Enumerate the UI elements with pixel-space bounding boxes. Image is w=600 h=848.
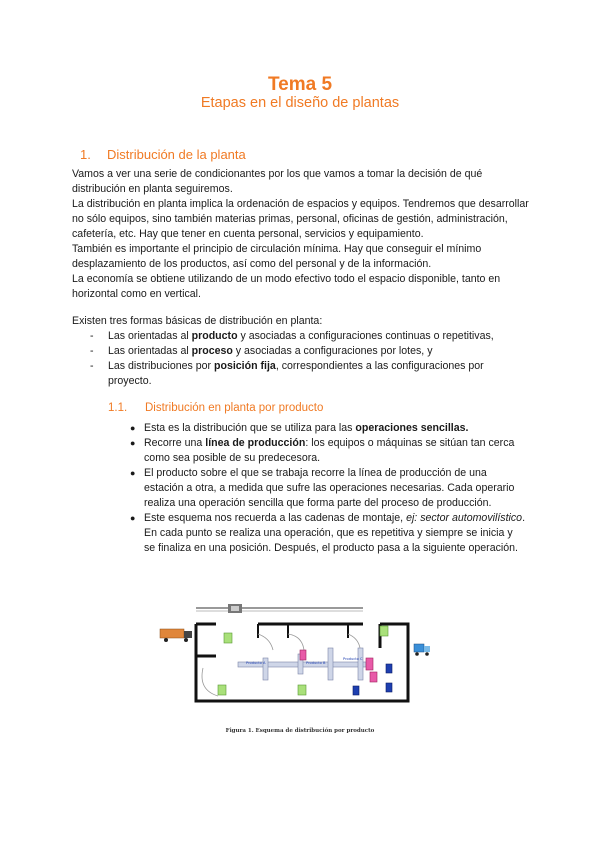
bullet-marker: ● [130, 423, 136, 433]
product-c-label: Producto C [343, 657, 363, 661]
product-b-label: Producto B [306, 661, 326, 665]
page-subtitle: Etapas en el diseño de plantas [200, 95, 400, 111]
section-number: 1.1. [108, 402, 128, 414]
paragraph: La economía se obtiene utilizando de un modo efectivo todo el espacio disponible, tanto en horizontal como en vertical. [72, 273, 501, 300]
paragraph: También es importante el principio de circulación mínima. Hay que conseguir el mínimo desplazamiento de los productos, así como del personal y de la información. [72, 243, 482, 270]
section-title: Distribución de la planta [107, 147, 246, 162]
section-number: 1. [80, 147, 91, 162]
paragraph: Vamos a ver una serie de condicionantes por los que vamos a tomar la decisión de qué distribución en planta seguiremos. [72, 168, 483, 195]
bullet-item: ● Recorre una línea de producción: los equipos o máquinas se sitúan tan cerca como sea posible de su predecesora. [130, 437, 515, 464]
list-intro: Existen tres formas básicas de distribución en planta: [72, 315, 323, 327]
bullet-item: ● Esta es la distribución que se utiliza para las operaciones sencillas. [130, 422, 469, 434]
forms-list [90, 329, 530, 389]
section-heading-1 [80, 147, 246, 162]
product-a-label: Producto A [246, 661, 266, 665]
bullet-list [130, 421, 525, 556]
page-title: Tema 5 [267, 74, 333, 95]
section1-body [72, 167, 532, 302]
dash-marker: - [90, 360, 94, 372]
station-box [380, 626, 388, 636]
section-title: Distribución en planta por producto [145, 402, 324, 414]
station-box [218, 685, 226, 695]
station-box [298, 685, 306, 695]
figure-caption: Figura 1. Esquema de distribución por producto [225, 728, 375, 734]
dash-marker: - [90, 330, 94, 342]
inbound-truck-icon [160, 629, 192, 642]
list-item: - Las orientadas al proceso y asociadas a configuraciones por lotes, y [90, 345, 433, 357]
bullet-item: ● Este esquema nos recuerda a las cadenas de montaje, ej: sector automovilístico. En cada punto se realiza una operación, que es repetitiva y siempre se inicia y se finaliza en una posición. Después, el producto pasa a la siguiente operación. [130, 512, 526, 554]
dash-marker: - [90, 345, 94, 357]
bullet-marker: ● [130, 438, 136, 448]
section-heading-1-1 [108, 402, 323, 414]
paragraph: La distribución en planta implica la ordenación de espacios y equipos. Tendremos que desarrollar no sólo equipos, sino también materias primas, personal, oficinas de gestión, administración, cafetería, etc. Hay que tener en cuenta personal, servicios y equipamiento. [72, 198, 529, 240]
outbound-truck-icon [414, 644, 430, 656]
station-box [224, 633, 232, 643]
bullet-marker: ● [130, 513, 136, 523]
product-layout-diagram [158, 598, 433, 728]
list-item: - Las distribuciones por posición fija, correspondientes a las configuraciones por proyecto. [90, 360, 484, 387]
overhead-crane-icon [228, 604, 242, 613]
list-item: - Las orientadas al producto y asociadas a configuraciones continuas o repetitivas, [90, 330, 494, 342]
bullet-item: ● El producto sobre el que se trabaja recorre la línea de producción de una estación a otra, a medida que sufre las operaciones necesarias. Cada operario realiza una operación sencilla que forma parte del proceso de producción. [130, 467, 515, 509]
bullet-marker: ● [130, 468, 136, 478]
